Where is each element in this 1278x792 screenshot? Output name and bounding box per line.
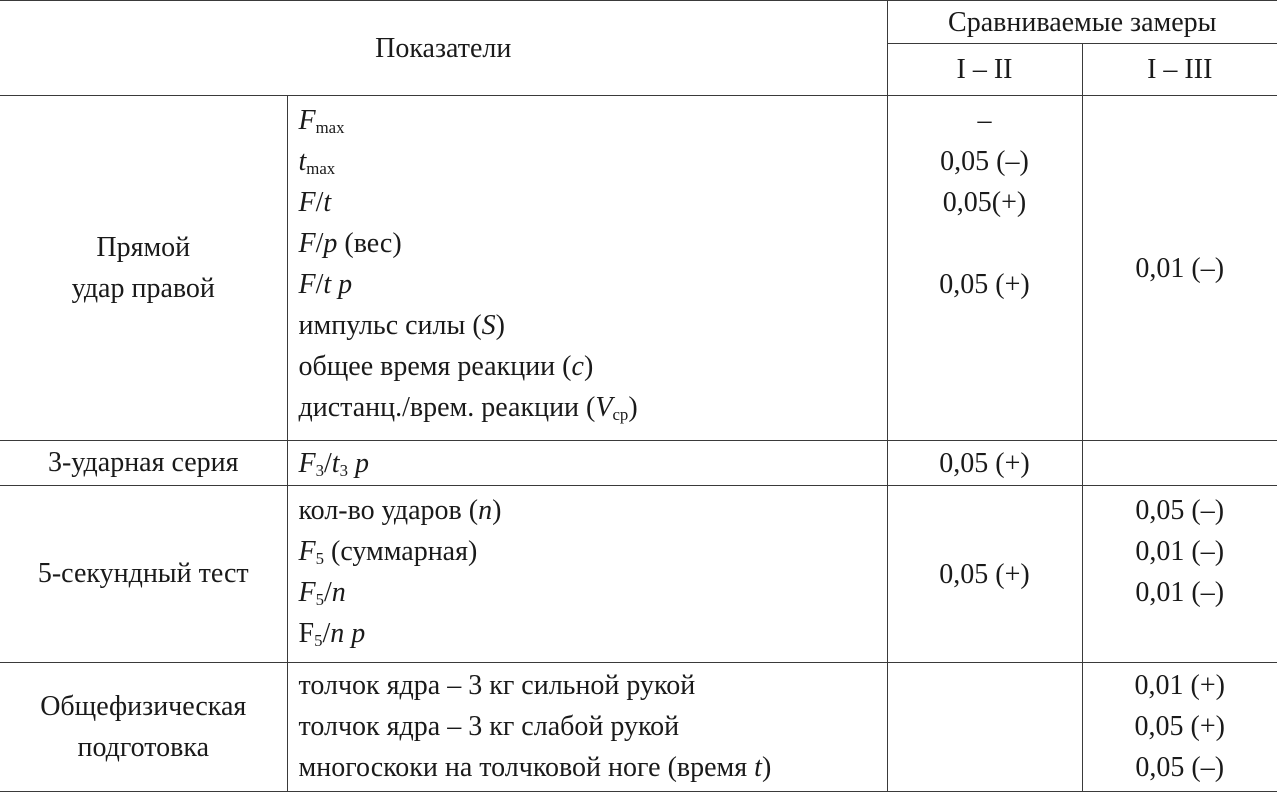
metric-label: $F_{max}$ — [298, 105, 345, 138]
value: 0,05 (+) — [1134, 711, 1225, 742]
metric-label: F/t — [298, 187, 332, 218]
value: 0,05 (+) — [939, 269, 1030, 300]
metric-list — [287, 663, 887, 792]
group-name — [0, 663, 287, 792]
values-1-3 — [1082, 486, 1277, 663]
header-col-1-2: I – II — [887, 44, 1082, 96]
metric-label: F/p (вес) — [298, 228, 402, 259]
table-row — [0, 96, 1277, 441]
value-1-2: 0,05 (+) — [887, 441, 1082, 486]
value: 0,01 (–) — [1135, 577, 1225, 608]
group-name: 3-ударная серия — [0, 441, 287, 486]
values-1-3 — [1082, 663, 1277, 792]
group-name-line: Прямой — [96, 232, 191, 263]
metric-label: импульс силы (S) — [298, 310, 505, 341]
metric-label: многоскоки на толчковой ноге (время t) — [298, 752, 772, 783]
metric-label: $F_5/n$ — [298, 577, 346, 610]
metric-label: $F_3/t_3$ p — [298, 447, 369, 480]
header-indicators: Показатели — [0, 1, 887, 96]
metric-label: дистанц./врем. реакции $(V_{ср})$ — [298, 392, 638, 425]
table-row — [0, 486, 1277, 663]
table-row — [0, 441, 1277, 486]
metric-label: толчок ядра – 3 кг слабой рукой — [298, 711, 680, 742]
metric-label: толчок ядра – 3 кг сильной рукой — [298, 670, 696, 701]
group-name: 5-секундный тест — [0, 486, 287, 663]
group-name — [0, 96, 287, 441]
value — [888, 223, 1082, 264]
value: – — [977, 105, 992, 136]
metric-label: $F_5/n$ p — [298, 618, 366, 651]
metric-list — [287, 486, 887, 663]
header-col-1-3: I – III — [1082, 44, 1277, 96]
metric-list — [287, 441, 887, 486]
value: 0,05(+) — [942, 187, 1027, 218]
metric-label: кол-во ударов (n) — [298, 495, 502, 526]
value: 0,01 (+) — [1134, 670, 1225, 701]
value: 0,01 (–) — [1135, 536, 1225, 567]
value: 0,05 (–) — [940, 146, 1029, 177]
group-name-line: Общефизическая — [40, 691, 247, 722]
group-name-line: удар правой — [71, 273, 215, 304]
metric-label: $F_5$ (суммарная) — [298, 536, 478, 569]
header-compared: Сравниваемые замеры — [887, 1, 1277, 44]
metric-list — [287, 96, 887, 441]
table-row — [0, 663, 1277, 792]
value-1-2 — [887, 663, 1082, 792]
metric-label: общее время реакции (c) — [298, 351, 594, 382]
value: 0,05 (–) — [1135, 752, 1225, 783]
group-name-line: подготовка — [77, 732, 210, 763]
value: 0,05 (–) — [1135, 495, 1225, 526]
values-1-2 — [887, 96, 1082, 441]
metric-label: F/t p — [298, 269, 353, 300]
value-1-3 — [1082, 441, 1277, 486]
metric-label: $t_{max}$ — [298, 146, 336, 179]
value-1-3: 0,01 (–) — [1082, 96, 1277, 441]
value-1-2: 0,05 (+) — [887, 486, 1082, 663]
